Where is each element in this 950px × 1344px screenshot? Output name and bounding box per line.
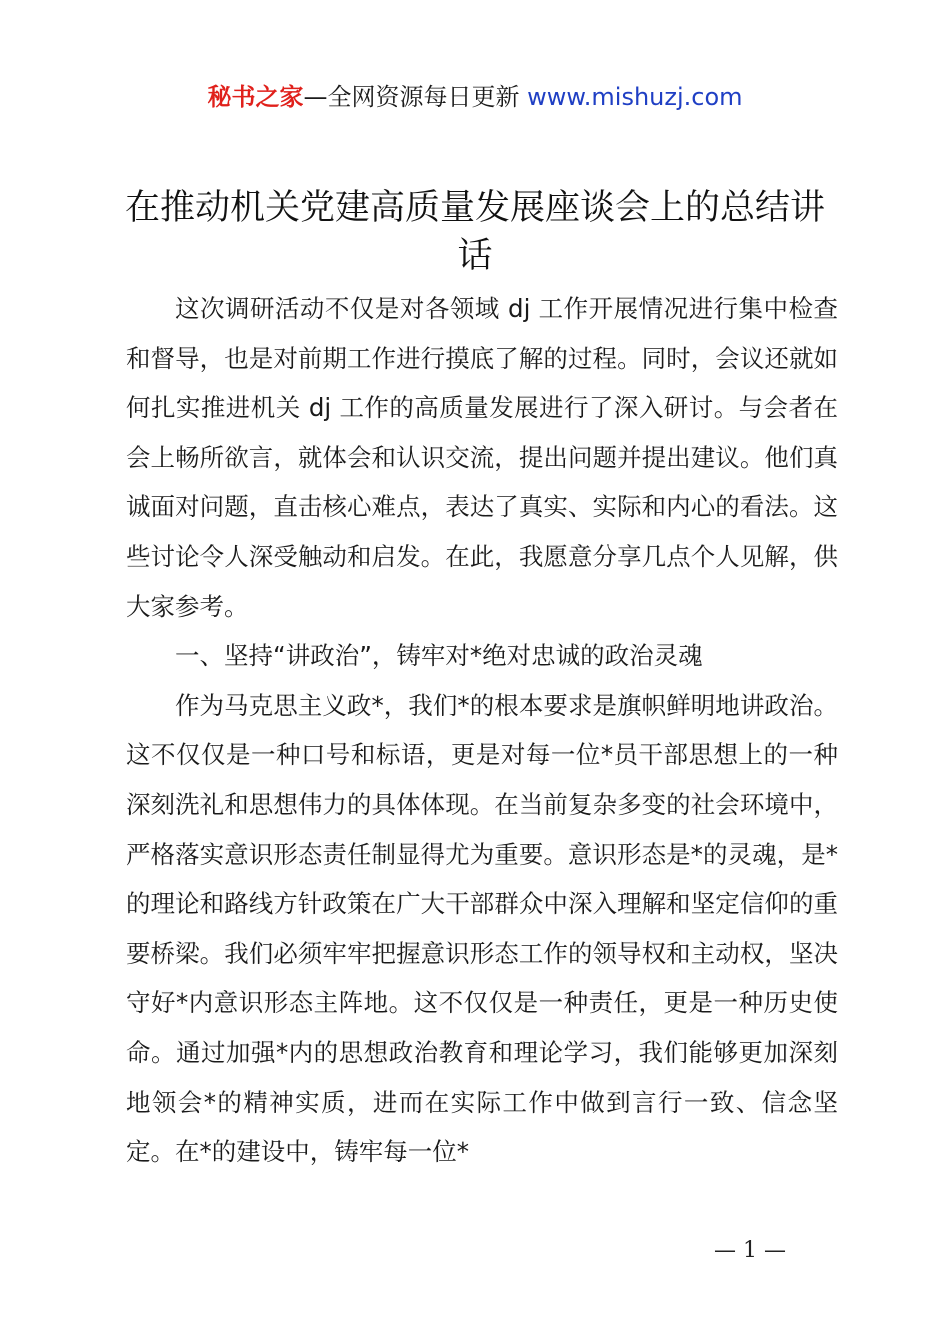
site-slogan: —全网资源每日更新 — [303, 83, 528, 111]
site-brand: 秘书之家 — [207, 83, 304, 111]
document-title: 在推动机关党建高质量发展座谈会上的总结讲话 — [124, 188, 825, 276]
site-url[interactable]: www.mishuzj.com — [527, 83, 743, 111]
page-number: — 1 — — [714, 1238, 786, 1263]
document-body — [126, 284, 838, 1177]
section-heading-1: 一、坚持“讲政治”，铸牢对*绝对忠诚的政治灵魂 — [175, 641, 703, 671]
paragraph-intro: 这次调研活动不仅是对各领域 dj 工作开展情况进行集中检查和督导，也是对前期工作进行摸底了解的过程。同时，会议还就如何扎实推进机关 dj 工作的高质量发展进行了深入研讨。与会者在会上畅所欲言，就体会和认识交流，提出问题并提出建议。他们真诚面对问题，直击核心难点，表达了真实、实际和内心的看法。这些讨论令人深受触动和启发。在此，我愿意分享几点个人见解，供大家参考。 — [126, 294, 838, 621]
site-header — [0, 80, 950, 114]
paragraph-section-1: 作为马克思主义政*，我们*的根本要求是旗帜鲜明地讲政治。这不仅仅是一种口号和标语，更是对每一位*员干部思想上的一种深刻洗礼和思想伟力的具体体现。在当前复杂多变的社会环境中，严格落实意识形态责任制显得尤为重要。意识形态是*的灵魂，是*的理论和路线方针政策在广大干部群众中深入理解和坚定信仰的重要桥梁。我们必须牢牢把握意识形态工作的领导权和主动权，坚决守好*内意识形态主阵地。这不仅仅是一种责任，更是一种历史使命。通过加强*内的思想政治教育和理论学习，我们能够更加深刻地领会*的精神实质，进而在实际工作中做到言行一致、信念坚定。在*的建设中，铸牢每一位* — [126, 690, 838, 1167]
